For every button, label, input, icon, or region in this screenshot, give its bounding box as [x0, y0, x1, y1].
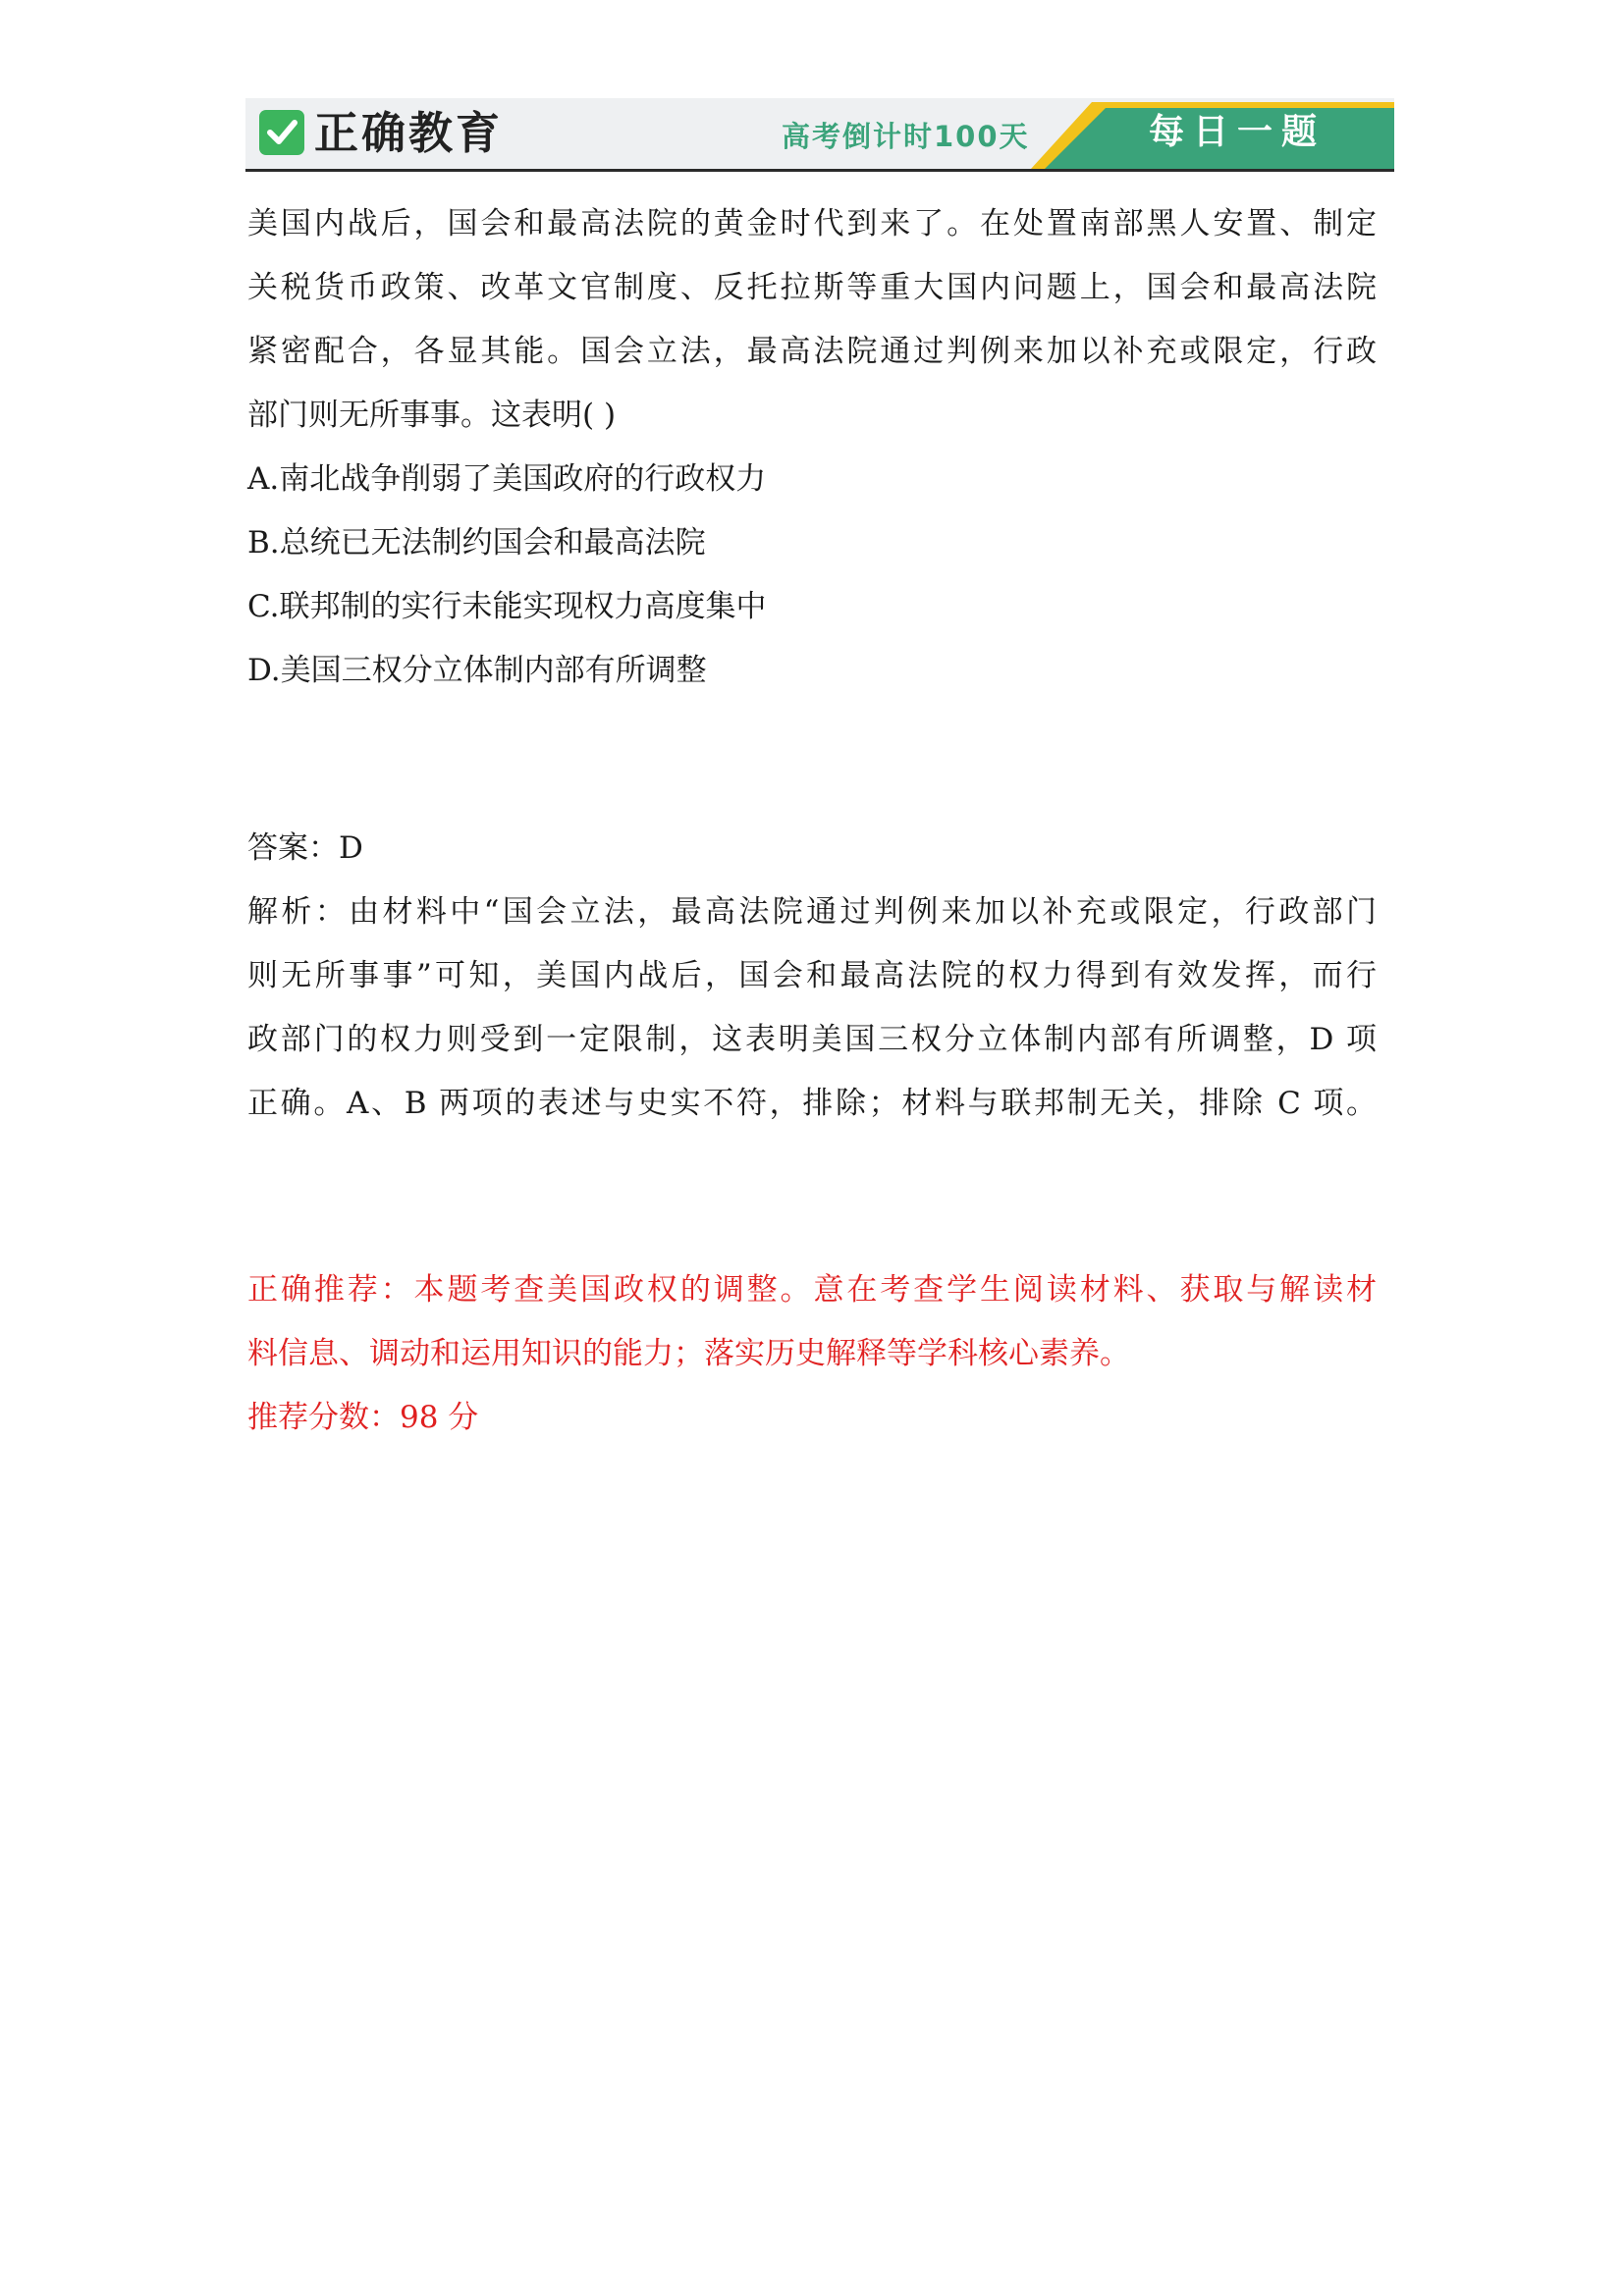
option-b: B.总统已无法制约国会和最高法院 [247, 525, 706, 561]
spacer [247, 1136, 1377, 1258]
analysis-line: 解析：由材料中“国会立法，最高法院通过判例来加以补充或限定，行政部门 [247, 894, 1377, 930]
spacer [247, 703, 1377, 817]
analysis-line: 政部门的权力则受到一定限制，这表明美国三权分立体制内部有所调整，D 项 [247, 1022, 1377, 1057]
stem-line: 关税货币政策、改革文官制度、反托拉斯等重大国内问题上，国会和最高法院 [247, 270, 1377, 305]
stem-line: 紧密配合，各显其能。国会立法，最高法院通过判例来加以补充或限定，行政 [247, 334, 1377, 369]
recommendation-section [247, 1258, 1377, 1450]
answer-line: 答案：D [247, 830, 363, 866]
analysis-line: 则无所事事”可知，美国内战后，国会和最高法院的权力得到有效发挥，而行 [247, 958, 1377, 993]
recommended-score: 推荐分数：98 分 [247, 1400, 479, 1435]
option-c: C.联邦制的实行未能实现权力高度集中 [247, 589, 767, 624]
stem-line: 美国内战后，国会和最高法院的黄金时代到来了。在处置南部黑人安置、制定 [247, 206, 1377, 241]
checkmark-icon [259, 110, 304, 155]
option-a: A.南北战争削弱了美国政府的行政权力 [247, 461, 767, 497]
option-d: D.美国三权分立体制内部有所调整 [247, 653, 707, 688]
countdown-text: 高考倒计时100天 [782, 120, 1030, 153]
options-list [247, 448, 1377, 703]
header-divider [245, 169, 1394, 172]
analysis-line: 正确。A、B 两项的表述与史实不符，排除；材料与联邦制无关，排除 C 项。 [247, 1086, 1377, 1121]
recommendation-line: 正确推荐：本题考查美国政权的调整。意在考查学生阅读材料、获取与解读材 [247, 1272, 1377, 1308]
daily-question-label: 每日一题 [1148, 112, 1326, 152]
document-body [247, 192, 1377, 1450]
question-stem [247, 192, 1377, 448]
stem-line: 部门则无所事事。这表明( ) [247, 398, 617, 433]
answer-section [247, 817, 1377, 1136]
brand-name: 正确教育 [314, 107, 504, 159]
recommendation-line: 料信息、调动和运用知识的能力；落实历史解释等学科核心素养。 [247, 1336, 1130, 1371]
